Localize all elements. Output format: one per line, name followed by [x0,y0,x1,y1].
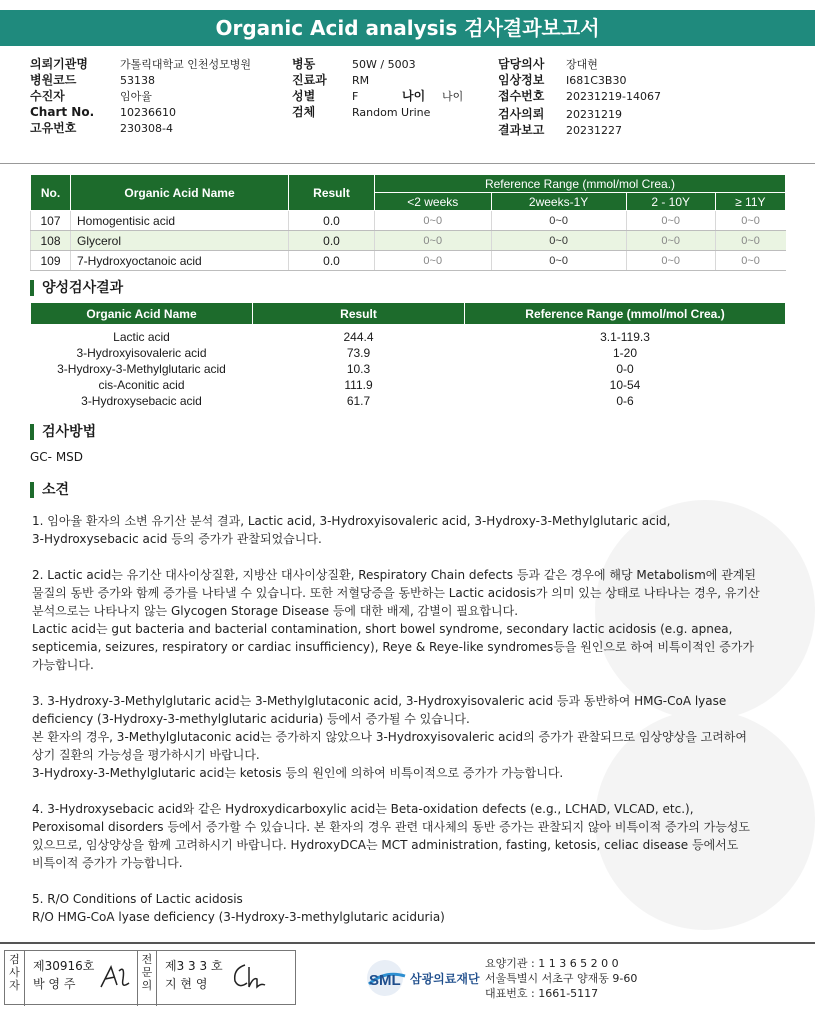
table-row [31,329,786,345]
label-sex: 성별 [292,89,316,103]
cell-pos-ref: 0-6 [616,393,634,408]
cell-no: 108 [31,231,71,251]
value-age: 나이 [442,90,464,103]
label-clinical-info: 임상정보 [498,73,545,87]
specialist-label [137,951,157,1006]
finding-line: septicemia, seizures, respiratory or cardiac insufficiency), Reye & Reye-like syndromes등을 원인으로 하여 비특이적인 증가가 [32,640,755,654]
label-institution: 의뢰기관명 [30,57,88,71]
cell-result: 0.0 [289,211,375,231]
th-pos-name: Organic Acid Name [31,303,253,325]
finding-line: 있으므로, 임상양상을 함께 고려하시기 바랍니다. HydroxyDCA는 MCT administration, fasting, ketosis, celiac disease 등에서도 [32,838,739,852]
cell-ref-3: 0~0 [626,231,715,251]
finding-line: 4. 3-Hydroxysebacic acid와 같은 Hydroxydicarboxylic acid는 Beta-oxidation defects (e.g., LCHAD, VLCAD, etc.), [32,802,694,816]
cell-pos-ref: 1-20 [612,345,638,360]
th-sub-1: <2 weeks [375,193,492,211]
label-unique-no: 고유번호 [30,121,77,135]
table-row [31,211,786,231]
value-request-date: 20231219 [566,108,622,121]
cell-ref-1: 0~0 [375,231,492,251]
specialist-license-no: 제3 3 3 호 [165,959,223,973]
label-specimen: 검체 [292,105,316,119]
finding-paragraph-2 [32,566,782,674]
cell-result: 0.0 [289,251,375,271]
value-specimen: Random Urine [352,106,431,119]
th-reference: Reference Range (mmol/mol Crea.) [375,175,786,193]
table-row [31,231,786,251]
finding-line: deficiency (3-Hydroxy-3-methylglutaric aciduria) 등에서 증가될 수 있습니다. [32,712,470,726]
specialist-label-char: 전 [141,953,153,966]
institution-address [485,956,637,1001]
specialist-signature-icon [227,959,267,993]
sml-logo-icon [365,958,409,998]
label-patient: 수진자 [30,89,65,103]
info-divider [0,163,815,164]
value-chart-no: 10236610 [120,106,176,119]
report-title: Organic Acid analysis 검사결과보고서 [0,10,815,46]
cell-ref-4: 0~0 [715,231,785,251]
finding-line: 가능합니다. [32,658,94,672]
cell-pos-ref: 10-54 [609,377,641,392]
th-pos-result: Result [253,303,465,325]
finding-line: 3. 3-Hydroxy-3-Methylglutaric acid는 3-Methylglutaconic acid, 3-Hydroxyisovaleric acid 등과 동반하여 HMG-CoA lyase [32,694,727,708]
finding-paragraph-5 [32,890,782,926]
finding-line: 상기 질환의 가능성을 평가하시기 바랍니다. [32,748,260,762]
cell-ref-1: 0~0 [375,211,492,231]
finding-line: R/O HMG-CoA lyase deficiency (3-Hydroxy-3-methylglutaric aciduria) [32,910,445,924]
institution-code: 요양기관 : 1 1 3 6 5 2 0 0 [485,957,619,970]
examiner-label-char: 검 [9,953,20,966]
examiner-label-char: 자 [9,979,20,992]
finding-line: 비특이적 증가가 가능합니다. [32,856,183,870]
label-hospital-code: 병원코드 [30,73,77,87]
institution-street: 서울특별시 서초구 양재동 9-60 [485,972,638,985]
value-patient: 임아율 [120,90,152,103]
finding-line: 본 환자의 경우, 3-Methylglutaconic acid는 증가하지 않았으나 3-Hydroxyisovaleric acid의 증가가 관찰되므로 임상양상을 고려하여 [32,730,747,744]
value-ward: 50W / 5003 [352,58,416,71]
th-sub-2: 2weeks-1Y [491,193,626,211]
results-table [30,174,786,271]
examiner-label [5,951,25,1006]
specialist-info [165,957,223,993]
section-findings: 소견 [30,482,69,498]
value-hospital-code: 53138 [120,74,155,87]
cell-pos-ref: 0-0 [616,361,634,376]
value-report-date: 20231227 [566,124,622,137]
cell-ref-2: 0~0 [491,251,626,271]
finding-paragraph-4 [32,800,782,872]
finding-line: 5. R/O Conditions of Lactic acidosis [32,892,243,906]
specialist-label-char: 의 [141,979,153,992]
examiner-signature-icon [97,961,133,993]
info-col-1 [30,56,251,136]
value-department: RM [352,74,370,87]
value-institution: 가톨릭대학교 인천성모병원 [120,58,252,71]
cell-no: 107 [31,211,71,231]
finding-line: 1. 임아율 환자의 소변 유기산 분석 결과, Lactic acid, 3-Hydroxyisovaleric acid, 3-Hydroxy-3-Methylglutaric acid, [32,514,671,528]
table-row [31,251,786,271]
cell-pos-ref: 3.1-119.3 [600,329,650,344]
cell-name: Glycerol [71,231,289,251]
cell-name: Homogentisic acid [71,211,289,231]
cell-pos-name: 3-Hydroxyisovaleric acid [76,345,207,360]
label-receipt-no: 접수번호 [498,89,545,103]
table-row [31,393,786,409]
cell-pos-result: 111.9 [344,377,373,392]
examiner-label-char: 사 [9,966,20,979]
cell-result: 0.0 [289,231,375,251]
finding-paragraph-3 [32,692,782,782]
examiner-name: 박 영 주 [33,977,76,991]
cell-name: 7-Hydroxyoctanoic acid [71,251,289,271]
value-sex: F [352,90,359,103]
value-unique-no: 230308-4 [120,122,173,135]
value-doctor: 장대현 [566,58,598,71]
finding-line: 2. Lactic acid는 유기산 대사이상질환, 지방산 대사이상질환, Respiratory Chain defects 등과 같은 경우에 해당 Metabolism에 관계된 [32,568,756,582]
cell-ref-3: 0~0 [626,251,715,271]
table-row [31,377,786,393]
cell-ref-4: 0~0 [715,251,785,271]
label-age: 나이 [402,89,426,103]
cell-ref-2: 0~0 [491,211,626,231]
finding-line: Lactic acid는 gut bacteria and bacterial contamination, short bowel syndrome, secondary lactic acidosis (e.g. apnea, [32,622,733,636]
cell-no: 109 [31,251,71,271]
section-positive-results: 양성검사결과 [30,280,123,296]
finding-paragraph-1 [32,512,782,548]
info-col-2 [292,56,463,120]
label-doctor: 담당의사 [498,57,545,71]
th-pos-reference: Reference Range (mmol/mol Crea.) [465,303,786,325]
th-name: Organic Acid Name [71,175,289,211]
specialist-label-char: 문 [141,966,153,979]
cell-pos-name: Lactic acid [113,329,170,344]
institution-phone: 대표번호 : 1661-5117 [485,987,599,1000]
cell-ref-3: 0~0 [626,211,715,231]
finding-line: 3-Hydroxysebacic acid 등의 증가가 관찰되었습니다. [32,532,322,546]
info-col-3 [498,56,661,138]
brand-name: 삼광의료재단 [410,972,480,986]
sml-logo-text: SML [369,972,401,989]
th-result: Result [289,175,375,211]
label-ward: 병동 [292,57,316,71]
cell-pos-name: 3-Hydroxy-3-Methylglutaric acid [57,361,226,376]
table-row [31,345,786,361]
findings-text [32,512,782,944]
positive-results-table [30,302,786,409]
footer-divider [0,942,815,944]
th-no: No. [31,175,71,211]
value-clinical-info: I681C3B30 [566,74,627,87]
cell-pos-result: 244.4 [343,329,374,344]
finding-line: 물질의 동반 증가와 함께 증가를 나타낼 수 있습니다. 또한 저혈당증을 동반하는 Lactic acidosis가 의미 있는 상태로 나타나는 경우, 유기산 [32,586,760,600]
section-method: 검사방법 [30,424,96,440]
label-request-date: 검사의뢰 [498,107,545,121]
specialist-name: 지 현 영 [165,977,208,991]
cell-pos-result: 61.7 [346,393,371,408]
cell-pos-result: 73.9 [346,345,371,360]
examiner-info [33,957,94,993]
finding-line: 3-Hydroxy-3-Methylglutaric acid는 ketosis 등의 원인에 의하여 비특이적으로 증가가 가능합니다. [32,766,564,780]
method-value: GC- MSD [30,450,84,464]
value-receipt-no: 20231219-14067 [566,90,661,103]
finding-line: 분석으로는 나타나지 않는 Glycogen Storage Disease 등에 대한 배제, 감별이 필요합니다. [32,604,519,618]
th-sub-3: 2 - 10Y [626,193,715,211]
finding-line: Peroxisomal disorders 등에서 증가할 수 있습니다. 본 환자의 경우 관련 대사체의 동반 증가는 관찰되지 않아 비특이적 증가의 가능성도 [32,820,750,834]
signature-box [4,950,296,1005]
cell-ref-4: 0~0 [715,211,785,231]
label-report-date: 결과보고 [498,123,545,137]
cell-ref-2: 0~0 [491,231,626,251]
cell-pos-result: 10.3 [346,361,371,376]
cell-pos-name: 3-Hydroxysebacic acid [81,393,202,408]
th-sub-4: ≥ 11Y [715,193,785,211]
examiner-license-no: 제30916호 [33,959,95,973]
label-chart-no: Chart No. [30,105,95,119]
table-row [31,361,786,377]
cell-pos-name: cis-Aconitic acid [98,377,185,392]
cell-ref-1: 0~0 [375,251,492,271]
label-department: 진료과 [292,73,327,87]
